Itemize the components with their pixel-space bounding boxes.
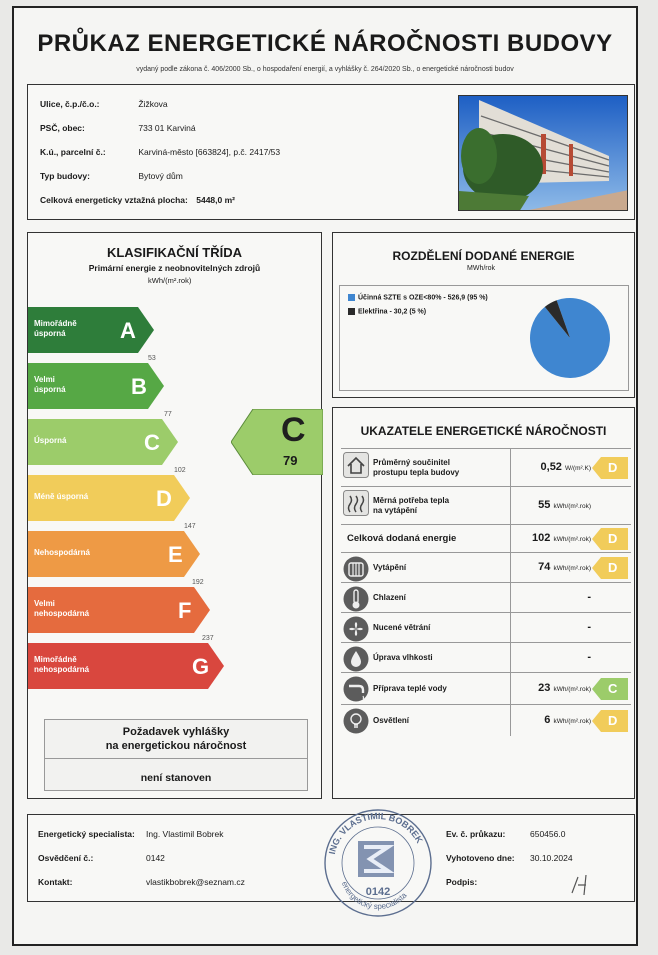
classification-subtitle: Primární energie z neobnovitelných zdrojů: [88, 263, 261, 273]
house-icon: [343, 452, 369, 478]
energy-certificate-page: [12, 6, 638, 946]
certificate-number: 0142: [146, 853, 165, 863]
band-a-letter: A: [120, 318, 136, 343]
classification-title: KLASIFIKAČNÍ TŘÍDA: [106, 245, 243, 260]
specialist-row: Energetický specialista: Ing. Vlastimil Bobrek: [38, 829, 224, 839]
requirement-box: [44, 719, 308, 791]
street-row: Ulice, č.p./č.o.: Žižkova: [40, 99, 168, 109]
indicator-class-badge: C: [592, 678, 628, 705]
indicator-name: Vytápění: [373, 563, 407, 572]
indicator-class-badge: D: [592, 457, 628, 484]
psc-value: 733 01 Karviná: [138, 123, 196, 133]
specialist-name: Ing. Vlastimil Bobrek: [146, 829, 224, 839]
band-f: Velmi nehospodárná F: [28, 587, 223, 633]
heating-icon: [343, 556, 369, 582]
footer-box: [27, 810, 635, 912]
building-type-row: Typ budovy: Bytový dům: [40, 171, 183, 181]
legend-swatch-1: [348, 308, 355, 315]
stamp-number-text: 0142: [365, 886, 391, 898]
indicator-value: 0,52 W/(m².K): [540, 461, 591, 473]
result-class-letter: C: [281, 411, 306, 449]
requirement-title-2: na energetickou náročnost: [105, 740, 247, 752]
indicator-row: [341, 612, 631, 642]
doc-number-row: Ev. č. průkazu: 650456.0: [446, 829, 566, 839]
indicators-title: UKAZATELE ENERGETICKÉ NÁROČNOSTI: [360, 424, 607, 438]
signature-row: Podpis:: [446, 877, 478, 887]
indicator-name: Měrná potřeba tepla na vytápění: [373, 496, 450, 515]
row-separator: [510, 705, 511, 736]
row-separator: [510, 643, 511, 672]
contact-row: Kontakt: vlastikbobrek@seznam.cz: [38, 877, 245, 887]
indicator-name: Osvětlení: [373, 716, 410, 725]
band-b: Velmi úsporná B: [28, 363, 173, 409]
indicator-row: [341, 448, 631, 486]
indicator-row: [341, 582, 631, 612]
band-e: Nehospodárná E: [28, 531, 213, 577]
band-d: Méně úsporná D: [28, 475, 203, 521]
psc-row: PSČ, obec: 733 01 Karviná: [40, 123, 196, 133]
area-value: 5448,0 m²: [196, 195, 235, 205]
humidity-icon: [343, 646, 369, 672]
thermometer-icon: [343, 586, 369, 612]
indicator-name: Celková dodaná energie: [347, 533, 457, 544]
water-tap-icon: [343, 676, 369, 702]
indicator-name: Průměrný součinitel prostupu tepla budovy: [373, 458, 460, 477]
building-type-value: Bytový dům: [138, 171, 183, 181]
indicator-name: Nucené větrání: [373, 623, 431, 632]
row-separator: [510, 553, 511, 582]
stamp-name-text: ING. VLASTIMIL BOBREK: [326, 810, 425, 856]
band-b-letter: B: [131, 374, 147, 399]
band-e-letter: E: [168, 542, 183, 567]
band-c: Úsporná C: [28, 419, 188, 465]
band-f-letter: F: [178, 598, 192, 623]
signature-scribble: [568, 871, 598, 897]
heat-need-icon: [343, 490, 369, 516]
indicator-row: [341, 552, 631, 582]
indicator-value: 6 kWh/(m².rok): [544, 714, 591, 726]
legend-swatch-0: [348, 294, 355, 301]
building-info-box: [27, 84, 635, 220]
indicator-row: [341, 672, 631, 704]
contact-email[interactable]: vlastikbobrek@seznam.cz: [146, 877, 245, 887]
energy-pie-chart: [528, 296, 612, 380]
area-row: Celková energeticky vztažná plocha: 5448,0 m²: [40, 195, 235, 205]
certificate-subtitle: vydaný podle zákona č. 406/2000 Sb., o hospodaření energií, a vyhlášky č. 264/2020 Sb., o energetické náročnosti budov: [136, 66, 514, 73]
row-separator: [510, 583, 511, 612]
distribution-chart-frame: [339, 285, 629, 391]
cadastral-value: Karviná-město [663824], p.č. 2417/53: [138, 147, 281, 157]
indicator-value: 23 kWh/(m².rok): [538, 682, 591, 694]
indicator-class-badge: D: [592, 557, 628, 584]
energy-distribution-box: [332, 232, 635, 398]
classification-box: KLASIFIKAČNÍ TŘÍDA Primární energie z neobnovitelných zdrojů kWh/(m².rok) Mimořádně úsporná A 53 Velmi úsporná B 77 Úsporná C 102 Méně úsporná D 147 Nehospodárná E 192 Velmi nehospodárná F 237 Mimořádně nehospodárná G C 79 Požadavek vyhlášky na energetickou náročnost není stanoven: [27, 232, 322, 799]
row-separator: [510, 487, 511, 524]
row-separator: [510, 449, 511, 486]
distribution-unit: MWh/rok: [467, 265, 495, 272]
certificate-title: PRŮKAZ ENERGETICKÉ NÁROČNOSTI BUDOVY: [37, 30, 613, 57]
indicators-box: [332, 407, 635, 799]
issue-date: 30.10.2024: [530, 853, 573, 863]
street-value: Žižkova: [138, 99, 168, 109]
band-a: Mimořádně úsporná A: [28, 307, 158, 353]
indicator-value: -: [587, 621, 591, 633]
indicator-row: [341, 524, 631, 552]
fan-icon: [343, 616, 369, 642]
indicator-value: -: [587, 591, 591, 603]
doc-number: 650456.0: [530, 829, 566, 839]
indicators-table: [333, 448, 636, 793]
certificate-number-row: Osvědčení č.: 0142: [38, 853, 165, 863]
result-class-value: 79: [283, 453, 298, 468]
legend-item-0: Účinná SZTE s OZE<80% - 526,9 (95 %): [348, 294, 488, 301]
band-d-letter: D: [156, 486, 172, 511]
row-separator: [510, 673, 511, 704]
indicator-value: 74 kWh/(m².rok): [538, 561, 591, 573]
row-separator: [510, 525, 511, 552]
requirement-title-1: Požadavek vyhlášky: [122, 726, 230, 738]
indicator-row: [341, 704, 631, 736]
indicator-value: 102 kWh/(m².rok): [532, 532, 591, 544]
legend-item-1: Elektřina - 30,2 (5 %): [348, 308, 426, 315]
indicator-class-badge: D: [592, 710, 628, 737]
building-photo: [458, 95, 628, 211]
band-c-letter: C: [144, 430, 160, 455]
indicator-name: Příprava teplé vody: [373, 684, 447, 693]
indicator-value: 55 kWh/(m².rok): [538, 499, 591, 511]
stamp-role-text: energetický specialista: [339, 880, 409, 912]
classification-unit: kWh/(m².rok): [148, 276, 192, 285]
indicator-value: -: [587, 651, 591, 663]
row-separator: [510, 613, 511, 642]
requirement-value: není stanoven: [140, 772, 212, 784]
cadastral-row: K.ú., parcelní č.: Karviná-město [663824], p.č. 2417/53: [40, 147, 281, 157]
issue-date-row: Vyhotoveno dne: 30.10.2024: [446, 853, 573, 863]
indicator-class-badge: D: [592, 528, 628, 555]
result-class-arrow: [231, 409, 323, 475]
specialist-stamp: [318, 807, 438, 919]
indicator-name: Chlazení: [373, 593, 406, 602]
band-g-letter: G: [192, 654, 210, 679]
indicator-name: Úprava vlhkosti: [373, 653, 433, 662]
light-bulb-icon: [343, 708, 369, 734]
indicator-row: [341, 642, 631, 672]
indicator-row: [341, 486, 631, 524]
distribution-title: ROZDĚLENÍ DODANÉ ENERGIE: [392, 249, 575, 263]
band-g: Mimořádně nehospodárná G: [28, 643, 238, 689]
